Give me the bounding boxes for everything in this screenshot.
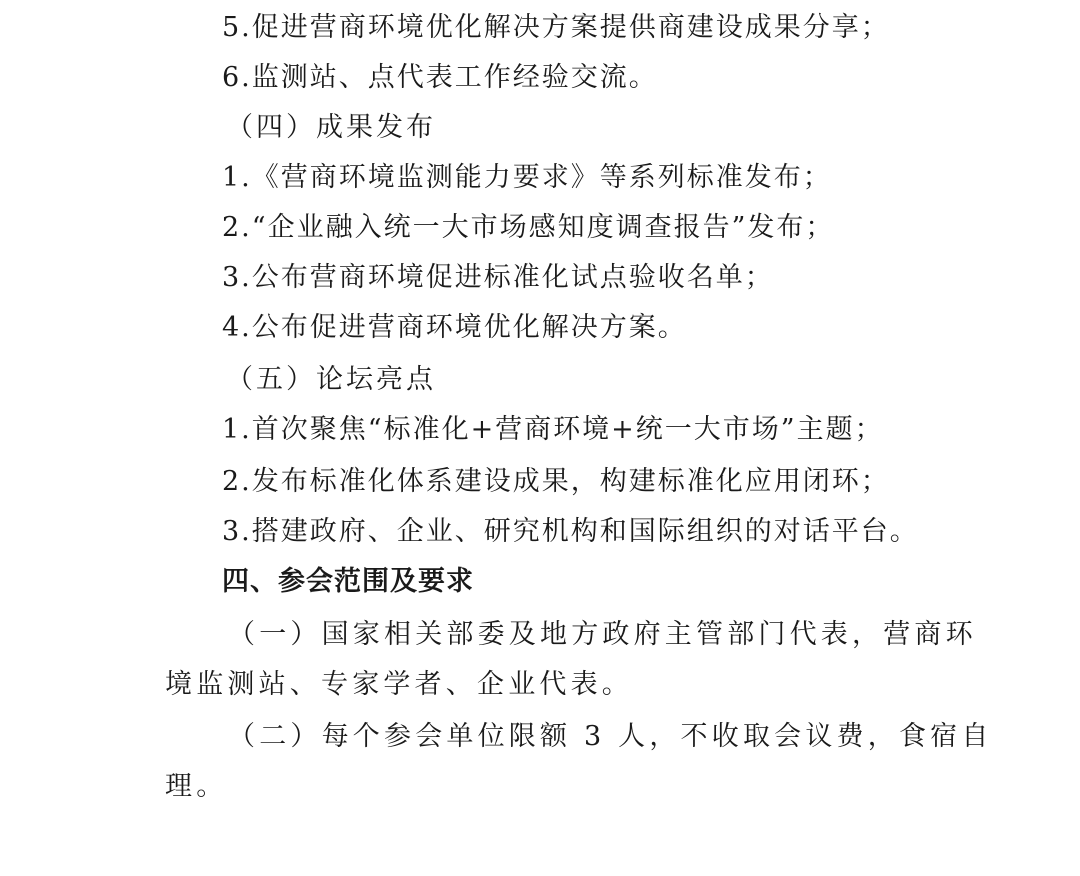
subsection-heading-results-release: （四）成果发布 [226,112,436,143]
list-item: 3.搭建政府、企业、研究机构和国际组织的对话平台。 [222,516,919,547]
list-item: 1.《营商环境监测能力要求》等系列标准发布； [222,162,832,193]
paragraph-line: （一）国家相关部委及地方政府主管部门代表，营商环 [228,619,977,650]
list-item: 3.公布营商环境促进标准化试点验收名单； [222,262,774,293]
list-item: 2.发布标准化体系建设成果，构建标准化应用闭环； [222,466,890,497]
list-item: 5.促进营商环境优化解决方案提供商建设成果分享； [222,12,890,43]
paragraph-line: 境监测站、专家学者、企业代表。 [165,669,633,700]
list-item: 1.首次聚焦“标准化+营商环境+统一大市场”主题； [222,414,884,445]
paragraph-line: 理。 [165,771,228,802]
subsection-heading-forum-highlights: （五）论坛亮点 [226,364,436,395]
section-heading-attendance: 四、参会范围及要求 [222,566,474,597]
paragraph-line: （二）每个参会单位限额 3 人，不收取会议费，食宿自 [228,721,993,752]
list-item: 2.“企业融入统一大市场感知度调查报告”发布； [222,212,835,243]
list-item: 6.监测站、点代表工作经验交流。 [222,62,658,93]
list-item: 4.公布促进营商环境优化解决方案。 [222,312,687,343]
